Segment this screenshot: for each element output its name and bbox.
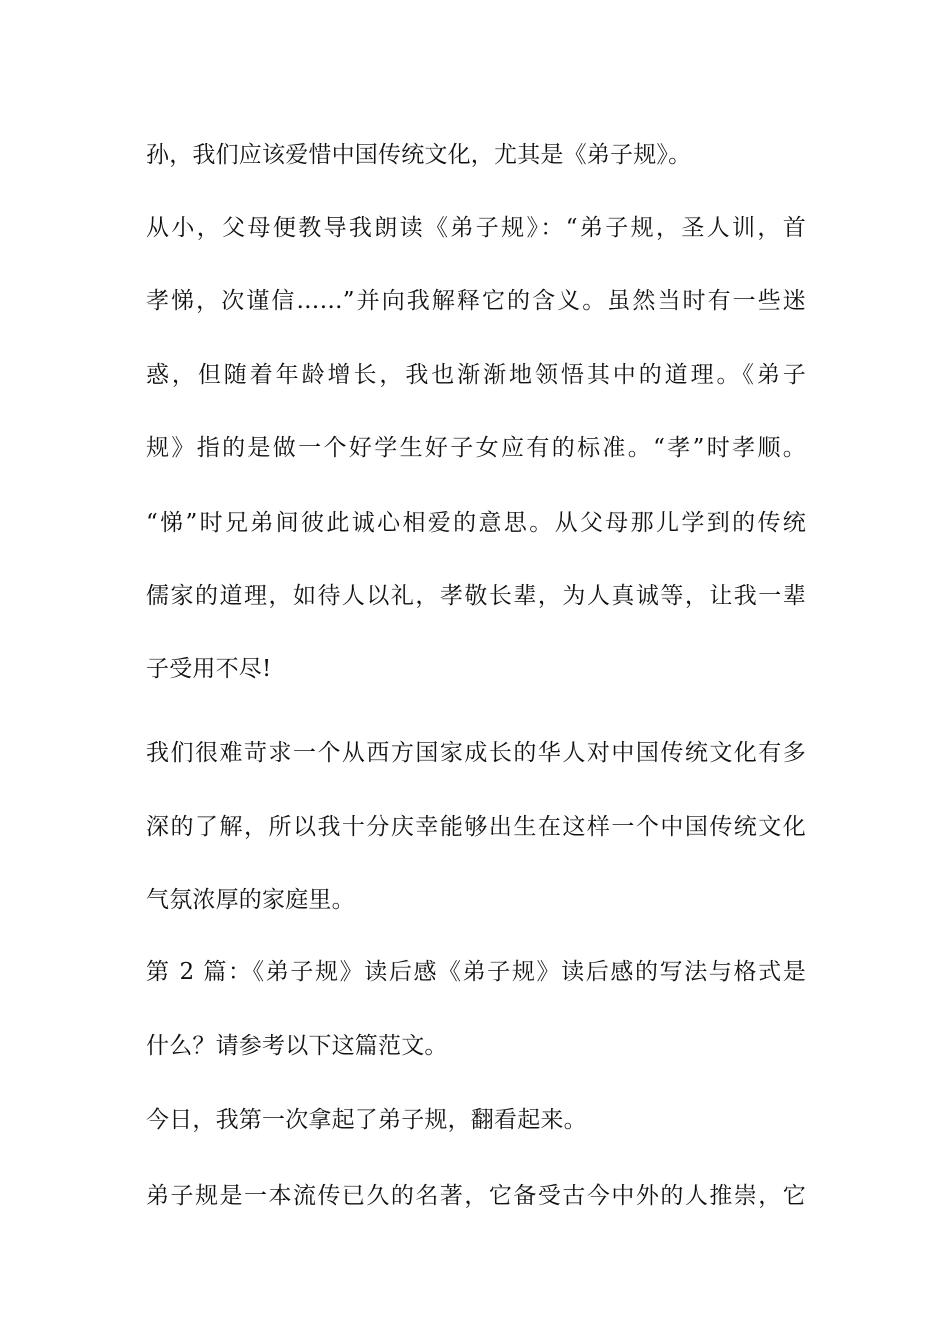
paragraph-line: 子受用不尽!: [146, 656, 272, 682]
paragraph-line: 今日，我第一次拿起了弟子规，翻看起来。: [146, 1107, 587, 1133]
section-heading-line: 第 2 篇：《弟子规》读后感《弟子规》读后感的写法与格式是: [146, 959, 806, 985]
paragraph-line: 规》指的是做一个好学生好子女应有的标准。“孝”时孝顺。: [146, 435, 806, 461]
paragraph-line: 气氛浓厚的家庭里。: [146, 887, 355, 913]
paragraph-line: 儒家的道理，如待人以礼，孝敬长辈，为人真诚等，让我一辈: [146, 583, 806, 609]
paragraph-line: “悌”时兄弟间彼此诚心相爱的意思。从父母那儿学到的传统: [146, 510, 806, 536]
paragraph-line: 从小，父母便教导我朗读《弟子规》：“弟子规，圣人训，首: [146, 215, 806, 241]
paragraph-line: 什么？请参考以下这篇范文。: [146, 1033, 448, 1059]
paragraph-line: 孝悌，次谨信……”并向我解释它的含义。虽然当时有一些迷: [146, 288, 806, 314]
paragraph-line: 弟子规是一本流传已久的名著，它备受古今中外的人推崇，它: [146, 1183, 806, 1209]
paragraph-line: 我们很难苛求一个从西方国家成长的华人对中国传统文化有多: [146, 740, 806, 766]
paragraph-line: 孙，我们应该爱惜中国传统文化，尤其是《弟子规》。: [146, 142, 692, 168]
paragraph-line: 深的了解，所以我十分庆幸能够出生在这样一个中国传统文化: [146, 814, 806, 840]
paragraph-line: 惑，但随着年龄增长，我也渐渐地领悟其中的道理。《弟子: [146, 362, 806, 388]
